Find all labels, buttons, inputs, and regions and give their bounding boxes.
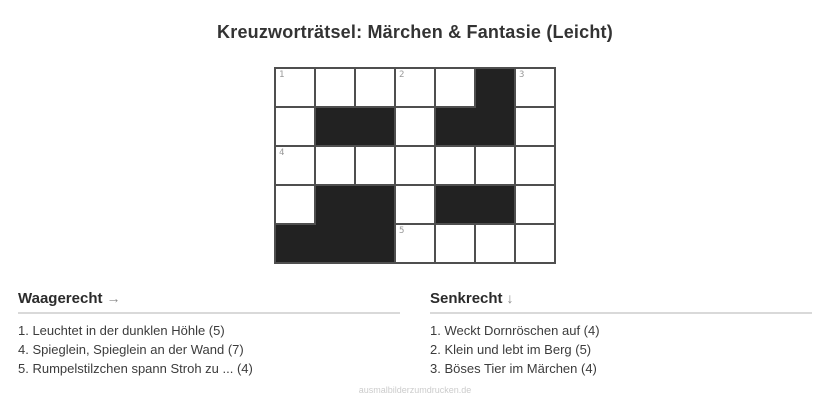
clues-section — [0, 290, 830, 378]
grid-cell-black — [315, 107, 355, 146]
grid-cell-black — [435, 107, 475, 146]
cell-number: 5 — [399, 226, 405, 236]
clue-item: 1. Weckt Dornröschen auf (4) — [430, 323, 600, 338]
grid-cell-white — [395, 146, 435, 185]
crossword-grid-body — [275, 68, 555, 263]
grid-cell-white — [395, 107, 435, 146]
down-clues-column — [430, 290, 812, 378]
grid-cell-white — [515, 224, 555, 263]
cell-number: 3 — [519, 70, 525, 80]
grid-cell-white — [435, 224, 475, 263]
grid-cell-black — [315, 224, 355, 263]
grid-cell-white — [275, 68, 315, 107]
grid-cell-white — [475, 224, 515, 263]
down-title: Senkrecht — [430, 290, 503, 307]
grid-cell-black — [475, 107, 515, 146]
right-arrow-icon: → — [106, 290, 121, 306]
grid-cell-white — [395, 68, 435, 107]
grid-cell-white — [395, 185, 435, 224]
grid-cell-white — [315, 146, 355, 185]
grid-cell-white — [435, 68, 475, 107]
grid-cell-white — [275, 146, 315, 185]
grid-row — [275, 107, 555, 146]
grid-cell-white — [395, 224, 435, 263]
grid-cell-black — [475, 185, 515, 224]
clue-item: 2. Klein und lebt im Berg (5) — [430, 342, 592, 357]
clue-item: 1. Leuchtet in der dunklen Höhle (5) — [18, 323, 225, 338]
grid-cell-black — [315, 185, 355, 224]
grid-row — [275, 68, 555, 107]
across-title: Waagerecht — [18, 290, 103, 307]
cell-number: 1 — [279, 70, 285, 80]
grid-cell-white — [355, 146, 395, 185]
grid-cell-white — [475, 146, 515, 185]
grid-row — [275, 146, 555, 185]
grid-cell-white — [275, 185, 315, 224]
grid-cell-white — [435, 146, 475, 185]
grid-cell-white — [355, 68, 395, 107]
clue-item: 4. Spieglein, Spieglein an der Wand (7) — [18, 342, 244, 357]
grid-cell-black — [355, 185, 395, 224]
crossword-grid — [274, 67, 556, 264]
across-header — [18, 290, 400, 314]
grid-cell-white — [515, 68, 555, 107]
grid-cell-black — [355, 107, 395, 146]
down-arrow-icon: ↓ — [506, 290, 514, 306]
across-clues-column — [18, 290, 400, 378]
grid-row — [275, 224, 555, 263]
page-title: Kreuzworträtsel: Märchen & Fantasie (Leicht) — [217, 22, 613, 42]
cell-number: 4 — [279, 148, 285, 158]
cell-number: 2 — [399, 70, 405, 80]
footer-watermark: ausmalbilderzumdrucken.de — [358, 385, 472, 395]
grid-cell-white — [515, 146, 555, 185]
grid-cell-white — [515, 107, 555, 146]
grid-cell-white — [275, 107, 315, 146]
grid-cell-black — [275, 224, 315, 263]
grid-cell-white — [515, 185, 555, 224]
grid-cell-black — [355, 224, 395, 263]
grid-cell-black — [435, 185, 475, 224]
clue-item: 3. Böses Tier im Märchen (4) — [430, 361, 597, 376]
down-header — [430, 290, 812, 314]
across-clues-list — [18, 321, 400, 378]
grid-row — [275, 185, 555, 224]
clue-item: 5. Rumpelstilzchen spann Stroh zu ... (4) — [18, 361, 253, 376]
down-clues-list — [430, 321, 812, 378]
grid-cell-white — [315, 68, 355, 107]
grid-cell-black — [475, 68, 515, 107]
page — [0, 22, 830, 412]
